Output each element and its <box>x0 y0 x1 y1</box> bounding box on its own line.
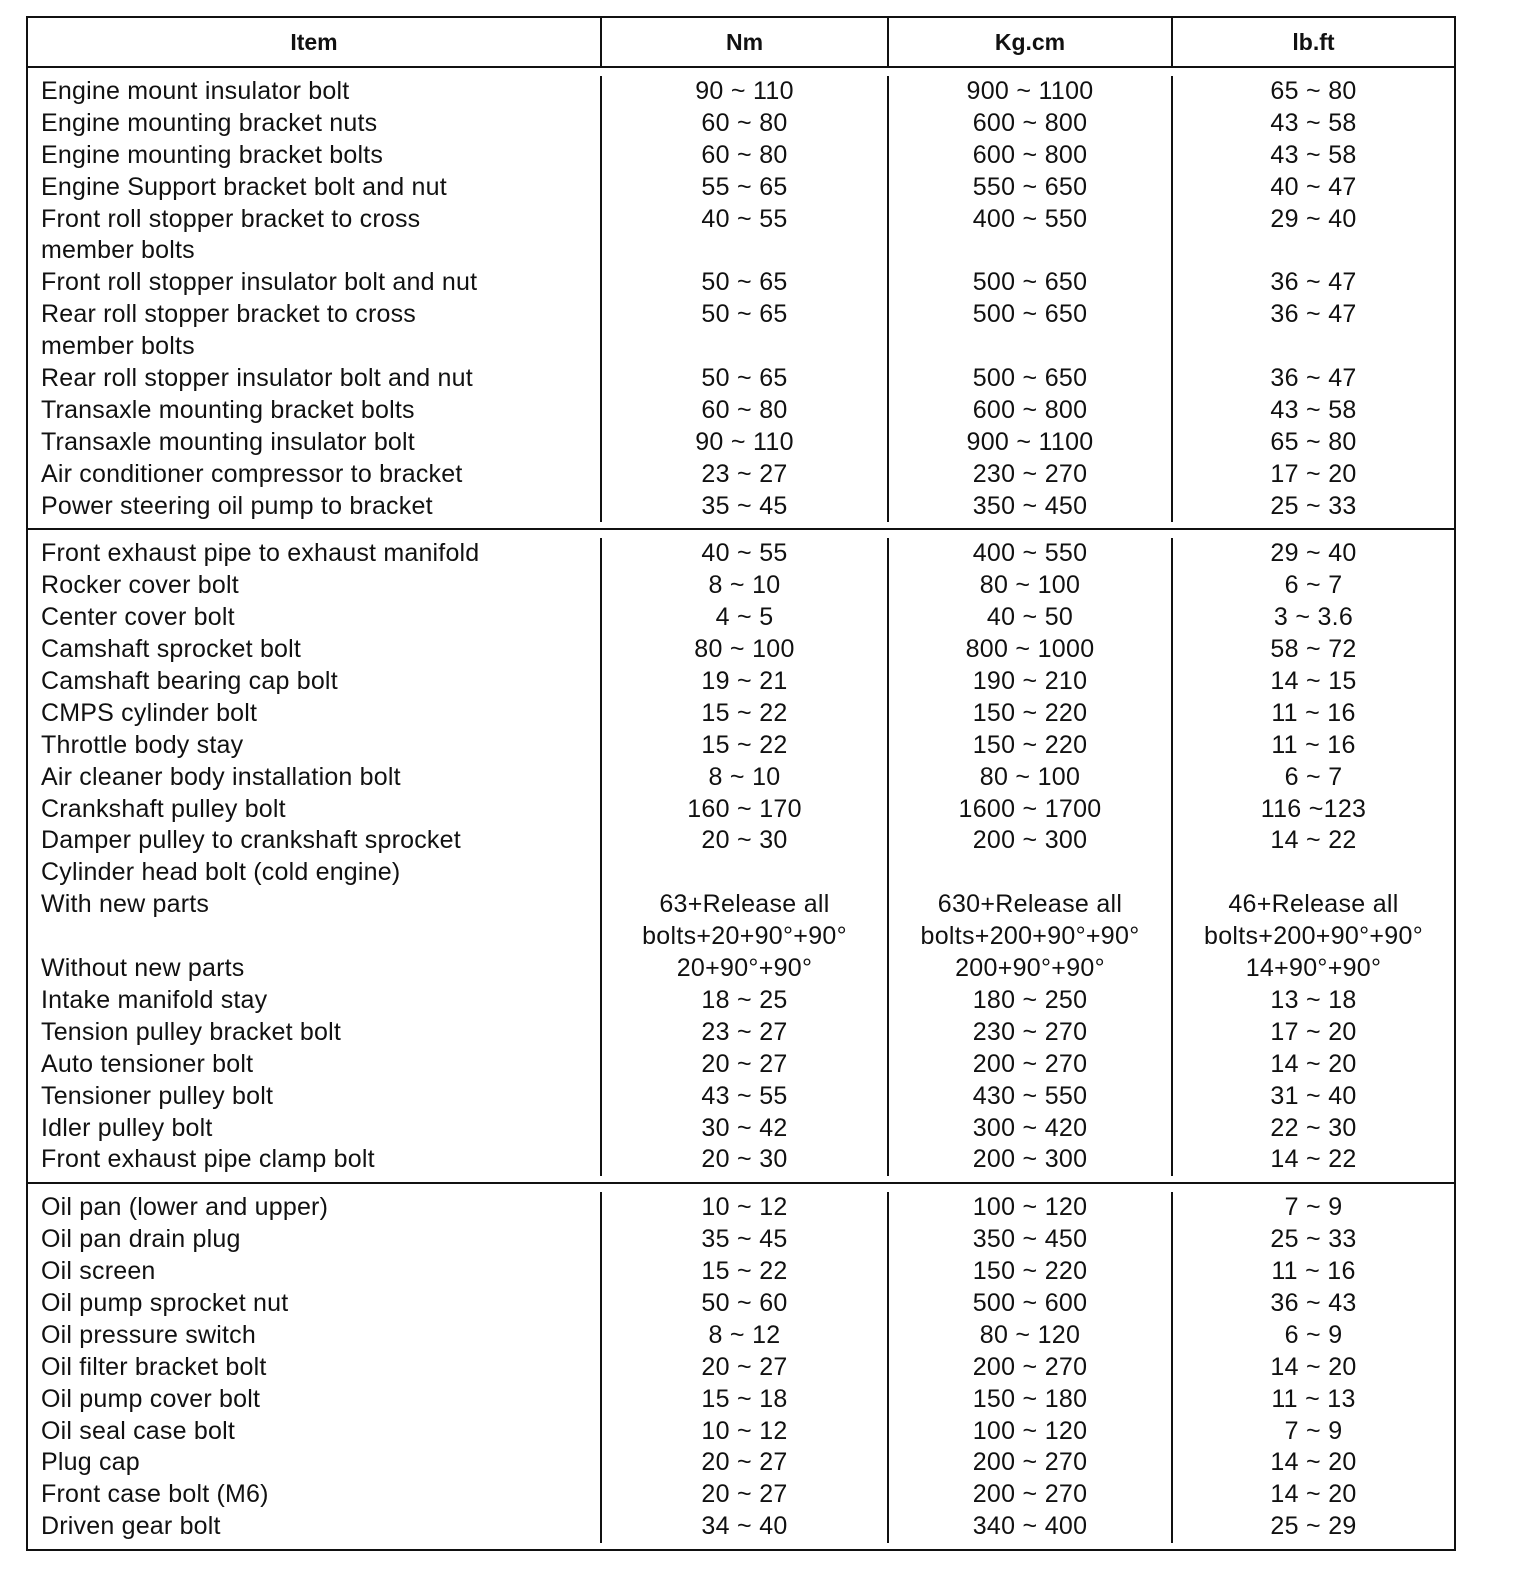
cell-nm: 43 ~ 55 <box>701 1081 788 1110</box>
table-header <box>28 18 1454 68</box>
cell-kgcm: 190 ~ 210 <box>972 667 1088 696</box>
cell-lbft: 14 ~ 20 <box>1270 1448 1357 1477</box>
cell-item: Front exhaust pipe to exhaust manifold <box>41 539 480 568</box>
cell-nm: 90 ~ 110 <box>695 427 794 456</box>
cell-lbft: 116 ~123 <box>1260 794 1367 823</box>
cell-kgcm: 200 ~ 300 <box>972 826 1088 855</box>
cell-nm: 15 ~ 22 <box>701 730 788 759</box>
header-kgcm: Kg.cm <box>889 18 1173 66</box>
cell-item: Engine mounting bracket nuts <box>41 108 378 137</box>
column-kgcm <box>889 76 1173 522</box>
column-item <box>28 538 602 1176</box>
cell-item: Oil filter bracket bolt <box>41 1352 267 1381</box>
cell-kgcm: 80 ~ 100 <box>979 762 1081 791</box>
table-section-2 <box>28 530 1454 1184</box>
cell-kgcm: 200 ~ 270 <box>972 1049 1088 1078</box>
cell-kgcm: 600 ~ 800 <box>972 395 1088 424</box>
cell-item: Throttle body stay <box>41 730 244 759</box>
cell-lbft: 31 ~ 40 <box>1270 1081 1357 1110</box>
cell-kgcm: 180 ~ 250 <box>972 985 1088 1014</box>
cell-item: Driven gear bolt <box>41 1512 221 1541</box>
cell-kgcm: 600 ~ 800 <box>972 140 1088 169</box>
cell-item: Engine mount insulator bolt <box>41 77 350 105</box>
cell-item: With new parts <box>41 890 210 919</box>
cell-lbft: 65 ~ 80 <box>1270 77 1357 105</box>
cell-nm: 50 ~ 65 <box>701 268 788 297</box>
column-item <box>28 1192 602 1543</box>
cell-lbft: 7 ~ 9 <box>1284 1193 1343 1222</box>
cell-item: Engine mounting bracket bolts <box>41 140 384 169</box>
cell-nm: 35 ~ 45 <box>701 1225 788 1254</box>
torque-spec-table <box>26 16 1456 1551</box>
cell-item: Air conditioner compressor to bracket <box>41 459 463 488</box>
cell-lbft: 13 ~ 18 <box>1270 985 1357 1014</box>
cell-lbft <box>1173 331 1454 363</box>
column-kgcm <box>889 538 1173 1176</box>
cell-nm: 160 ~ 170 <box>687 794 802 823</box>
cell-kgcm <box>889 857 1171 889</box>
cell-kgcm: 80 ~ 100 <box>979 571 1081 600</box>
cell-item: Power steering oil pump to bracket <box>41 491 433 520</box>
cell-nm: 15 ~ 22 <box>701 1257 788 1286</box>
header-item: Item <box>28 18 602 66</box>
column-item <box>28 76 602 522</box>
cell-kgcm: 900 ~ 1100 <box>966 427 1094 456</box>
cell-lbft: 3 ~ 3.6 <box>1273 603 1354 632</box>
cell-lbft: 14 ~ 22 <box>1270 1145 1357 1174</box>
cell-lbft: 17 ~ 20 <box>1270 459 1357 488</box>
cell-lbft: 43 ~ 58 <box>1270 140 1357 169</box>
cell-kgcm: 900 ~ 1100 <box>966 77 1094 105</box>
cell-item <box>28 921 600 953</box>
cell-kgcm: 400 ~ 550 <box>972 204 1088 233</box>
cell-nm: 20 ~ 27 <box>701 1049 788 1078</box>
cell-kgcm: 200 ~ 300 <box>972 1145 1088 1174</box>
cell-item: member bolts <box>41 332 195 361</box>
cell-lbft: 14+90°+90° <box>1245 954 1382 983</box>
cell-nm: 34 ~ 40 <box>701 1512 788 1541</box>
cell-nm: 60 ~ 80 <box>701 395 788 424</box>
cell-lbft: 36 ~ 47 <box>1270 300 1357 329</box>
cell-kgcm: 300 ~ 420 <box>972 1113 1088 1142</box>
cell-kgcm: 500 ~ 650 <box>972 364 1088 393</box>
cell-kgcm: 340 ~ 400 <box>972 1512 1088 1541</box>
cell-item: Rocker cover bolt <box>41 571 239 600</box>
cell-kgcm <box>889 331 1171 363</box>
cell-nm: bolts+20+90°+90° <box>642 922 847 951</box>
cell-lbft: 14 ~ 20 <box>1270 1049 1357 1078</box>
cell-kgcm: 630+Release all <box>937 890 1123 919</box>
cell-lbft: 11 ~ 16 <box>1271 698 1356 727</box>
cell-nm: 50 ~ 65 <box>701 300 788 329</box>
cell-kgcm: 230 ~ 270 <box>972 1017 1088 1046</box>
cell-nm: 40 ~ 55 <box>701 539 788 568</box>
cell-kgcm: 200 ~ 270 <box>972 1352 1088 1381</box>
cell-nm <box>602 235 887 267</box>
cell-lbft: 43 ~ 58 <box>1270 108 1357 137</box>
cell-nm: 23 ~ 27 <box>701 1017 788 1046</box>
cell-kgcm: 550 ~ 650 <box>972 172 1088 201</box>
cell-kgcm <box>889 235 1171 267</box>
cell-item: Engine Support bracket bolt and nut <box>41 172 447 201</box>
header-nm: Nm <box>602 18 889 66</box>
cell-lbft: 11 ~ 13 <box>1271 1384 1356 1413</box>
cell-lbft: 36 ~ 47 <box>1270 268 1357 297</box>
cell-kgcm: 500 ~ 650 <box>972 268 1088 297</box>
cell-item: Oil pan drain plug <box>41 1225 241 1254</box>
cell-lbft: 46+Release all <box>1228 890 1399 919</box>
cell-item: Front exhaust pipe clamp bolt <box>41 1145 375 1174</box>
cell-nm: 8 ~ 10 <box>708 571 781 600</box>
cell-nm: 15 ~ 18 <box>701 1384 788 1413</box>
cell-item: Camshaft bearing cap bolt <box>41 667 338 696</box>
cell-kgcm: 400 ~ 550 <box>972 539 1088 568</box>
table-section-1 <box>28 68 1454 530</box>
cell-item: Rear roll stopper insulator bolt and nut <box>41 364 473 393</box>
cell-item: Idler pulley bolt <box>41 1113 213 1142</box>
cell-nm: 20 ~ 27 <box>701 1352 788 1381</box>
header-lbft: lb.ft <box>1292 28 1335 55</box>
cell-lbft: 65 ~ 80 <box>1270 427 1357 456</box>
cell-item: Tension pulley bracket bolt <box>41 1017 342 1046</box>
cell-item: Transaxle mounting bracket bolts <box>41 395 415 424</box>
cell-lbft: 14 ~ 15 <box>1270 667 1357 696</box>
cell-nm: 60 ~ 80 <box>701 140 788 169</box>
cell-item: Oil seal case bolt <box>41 1416 235 1445</box>
cell-lbft: 29 ~ 40 <box>1270 539 1357 568</box>
cell-kgcm: 350 ~ 450 <box>972 491 1088 520</box>
cell-kgcm: 1600 ~ 1700 <box>958 794 1102 823</box>
cell-nm <box>602 857 887 889</box>
cell-nm: 20 ~ 30 <box>701 1145 788 1174</box>
cell-lbft: 58 ~ 72 <box>1270 635 1357 664</box>
cell-nm: 30 ~ 42 <box>701 1113 788 1142</box>
cell-lbft: 25 ~ 33 <box>1270 491 1357 520</box>
cell-kgcm: bolts+200+90°+90° <box>920 922 1140 951</box>
cell-nm: 90 ~ 110 <box>695 77 794 105</box>
cell-lbft: 43 ~ 58 <box>1270 395 1357 424</box>
cell-item: Oil pump cover bolt <box>41 1384 261 1413</box>
cell-item: Transaxle mounting insulator bolt <box>41 427 415 456</box>
cell-kgcm: 350 ~ 450 <box>972 1225 1088 1254</box>
cell-nm: 60 ~ 80 <box>701 108 788 137</box>
cell-item: Rear roll stopper bracket to cross <box>41 300 417 329</box>
cell-lbft: 11 ~ 16 <box>1271 730 1356 759</box>
cell-lbft: 6 ~ 7 <box>1284 571 1343 600</box>
cell-nm: 10 ~ 12 <box>701 1416 788 1445</box>
cell-lbft: 36 ~ 47 <box>1270 364 1357 393</box>
cell-kgcm: 430 ~ 550 <box>972 1081 1088 1110</box>
cell-nm: 19 ~ 21 <box>701 667 788 696</box>
cell-kgcm: 200+90°+90° <box>955 954 1105 983</box>
cell-item: Oil pan (lower and upper) <box>41 1193 329 1222</box>
cell-kgcm: 230 ~ 270 <box>972 459 1088 488</box>
cell-lbft: 36 ~ 43 <box>1270 1288 1357 1317</box>
cell-item: Damper pulley to crankshaft sprocket <box>41 826 461 855</box>
table-section-3 <box>28 1184 1454 1549</box>
cell-lbft: 14 ~ 20 <box>1270 1352 1357 1381</box>
cell-item: Oil screen <box>41 1257 156 1286</box>
cell-nm <box>602 331 887 363</box>
cell-item: Without new parts <box>41 954 245 983</box>
cell-kgcm: 80 ~ 120 <box>979 1320 1081 1349</box>
cell-nm: 4 ~ 5 <box>715 603 774 632</box>
cell-kgcm: 200 ~ 270 <box>972 1480 1088 1509</box>
cell-item: Front case bolt (M6) <box>41 1480 269 1509</box>
column-nm <box>602 76 889 522</box>
cell-lbft: 6 ~ 9 <box>1284 1320 1343 1349</box>
cell-item: Front roll stopper bracket to cross <box>41 204 421 233</box>
cell-nm: 40 ~ 55 <box>701 204 788 233</box>
cell-nm: 20 ~ 30 <box>701 826 788 855</box>
cell-nm: 15 ~ 22 <box>701 698 788 727</box>
column-nm <box>602 1192 889 1543</box>
cell-kgcm: 500 ~ 600 <box>972 1288 1088 1317</box>
cell-kgcm: 100 ~ 120 <box>972 1193 1088 1222</box>
column-lbft <box>1173 1192 1454 1543</box>
column-nm <box>602 538 889 1176</box>
cell-lbft: 6 ~ 7 <box>1284 762 1343 791</box>
cell-lbft: 29 ~ 40 <box>1270 204 1357 233</box>
cell-kgcm: 800 ~ 1000 <box>965 635 1095 664</box>
cell-nm: 20 ~ 27 <box>701 1480 788 1509</box>
cell-item: Front roll stopper insulator bolt and nut <box>41 268 478 297</box>
cell-kgcm: 200 ~ 270 <box>972 1448 1088 1477</box>
cell-item: CMPS cylinder bolt <box>41 698 258 727</box>
cell-nm: 8 ~ 10 <box>708 762 781 791</box>
cell-lbft: 11 ~ 16 <box>1271 1257 1356 1286</box>
cell-nm: 50 ~ 65 <box>701 364 788 393</box>
cell-kgcm: 150 ~ 220 <box>972 730 1088 759</box>
cell-nm: 10 ~ 12 <box>701 1193 788 1222</box>
cell-item: Cylinder head bolt (cold engine) <box>41 858 401 887</box>
cell-lbft: 25 ~ 33 <box>1270 1225 1357 1254</box>
cell-kgcm: 40 ~ 50 <box>986 603 1074 632</box>
cell-lbft: 14 ~ 20 <box>1270 1480 1357 1509</box>
cell-lbft <box>1173 857 1454 889</box>
cell-item: member bolts <box>41 236 195 265</box>
cell-item: Center cover bolt <box>41 603 235 632</box>
cell-nm: 20 ~ 27 <box>701 1448 788 1477</box>
cell-item: Plug cap <box>41 1448 140 1477</box>
cell-kgcm: 150 ~ 220 <box>972 698 1088 727</box>
cell-nm: 23 ~ 27 <box>701 459 788 488</box>
cell-kgcm: 600 ~ 800 <box>972 108 1088 137</box>
cell-item: Camshaft sprocket bolt <box>41 635 302 664</box>
column-lbft <box>1173 76 1454 522</box>
cell-item: Auto tensioner bolt <box>41 1049 254 1078</box>
cell-lbft: 14 ~ 22 <box>1270 826 1357 855</box>
cell-item: Oil pump sprocket nut <box>41 1288 289 1317</box>
cell-kgcm: 500 ~ 650 <box>972 300 1088 329</box>
cell-nm: 8 ~ 12 <box>708 1320 781 1349</box>
cell-lbft: 22 ~ 30 <box>1270 1113 1357 1142</box>
column-lbft <box>1173 538 1454 1176</box>
cell-item: Oil pressure switch <box>41 1320 256 1349</box>
cell-kgcm: 150 ~ 220 <box>972 1257 1088 1286</box>
cell-nm: 20+90°+90° <box>676 954 813 983</box>
cell-lbft: 25 ~ 29 <box>1270 1512 1357 1541</box>
cell-nm: 50 ~ 60 <box>701 1288 788 1317</box>
cell-lbft: 7 ~ 9 <box>1284 1416 1343 1445</box>
cell-lbft: 40 ~ 47 <box>1270 172 1357 201</box>
cell-nm: 18 ~ 25 <box>701 985 788 1014</box>
cell-lbft: 17 ~ 20 <box>1270 1017 1357 1046</box>
cell-nm: 35 ~ 45 <box>701 491 788 520</box>
cell-kgcm: 100 ~ 120 <box>972 1416 1088 1445</box>
cell-kgcm: 150 ~ 180 <box>972 1384 1088 1413</box>
cell-item: Crankshaft pulley bolt <box>41 794 286 823</box>
cell-item: Air cleaner body installation bolt <box>41 762 401 791</box>
cell-item: Tensioner pulley bolt <box>41 1081 274 1110</box>
cell-nm: 80 ~ 100 <box>694 635 795 664</box>
cell-nm: 55 ~ 65 <box>701 172 788 201</box>
cell-item: Intake manifold stay <box>41 985 268 1014</box>
cell-lbft: bolts+200+90°+90° <box>1203 922 1424 951</box>
cell-nm: 63+Release all <box>659 890 830 919</box>
column-kgcm <box>889 1192 1173 1543</box>
cell-lbft <box>1173 235 1454 267</box>
